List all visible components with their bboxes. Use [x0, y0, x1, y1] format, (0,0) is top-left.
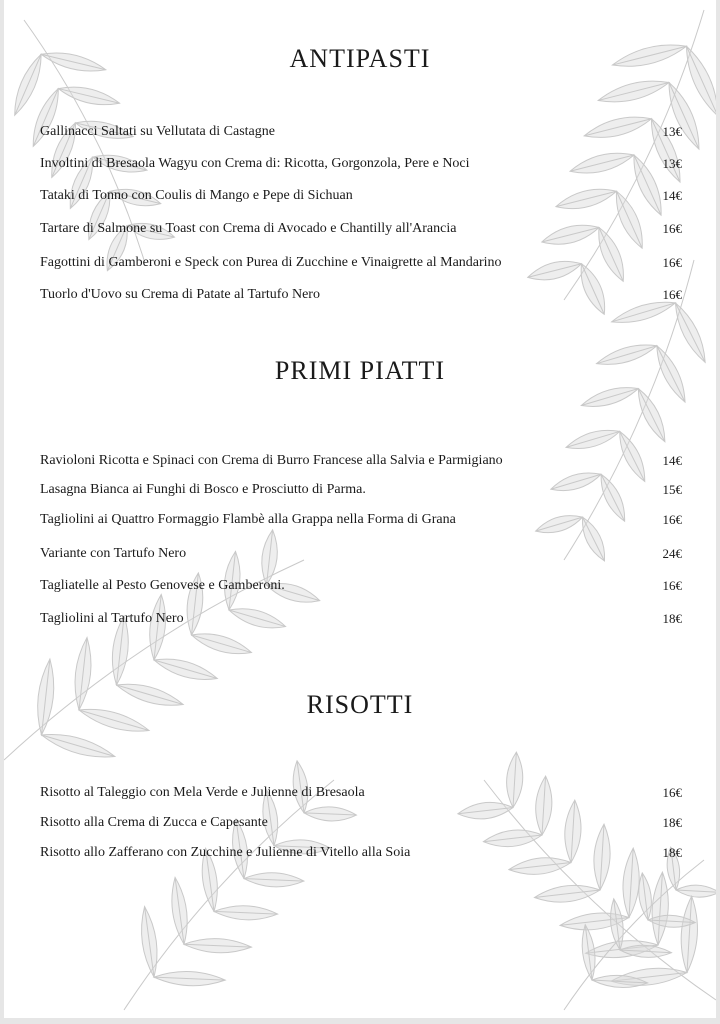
item-price: 18€ [662, 845, 682, 860]
item-price: 18€ [662, 815, 682, 830]
menu-page [4, 0, 716, 1018]
item-name: Risotto allo Zafferano con Zucchine e Julienne di Vitello alla Soia [40, 845, 411, 860]
item-price: 16€ [662, 255, 682, 270]
menu-item [40, 813, 682, 833]
menu-item [40, 285, 682, 305]
item-price: 13€ [662, 124, 682, 139]
item-price: 14€ [662, 188, 682, 203]
menu-item [40, 783, 682, 803]
item-name: Tartare di Salmone su Toast con Crema di Avocado e Chantilly all'Arancia [40, 221, 457, 236]
item-name: Tagliatelle al Pesto Genovese e Gamberoni. [40, 578, 285, 593]
item-name: Lasagna Bianca ai Funghi di Bosco e Prosciutto di Parma. [40, 482, 366, 497]
item-name: Tagliolini al Tartufo Nero [40, 611, 184, 626]
leaf-background-decoration [4, 0, 716, 1018]
item-price: 16€ [662, 221, 682, 236]
item-price: 16€ [662, 578, 682, 593]
menu-item [40, 843, 682, 863]
item-name: Ravioloni Ricotta e Spinaci con Crema di Burro Francese alla Salvia e Parmigiano [40, 453, 503, 468]
item-price: 16€ [662, 785, 682, 800]
item-name: Tagliolini ai Quattro Formaggio Flambè alla Grappa nella Forma di Grana [40, 512, 456, 527]
item-name: Fagottini di Gamberoni e Speck con Purea di Zucchine e Vinaigrette al Mandarino [40, 255, 502, 270]
item-price: 18€ [662, 611, 682, 626]
menu-item [40, 154, 682, 174]
item-name: Variante con Tartufo Nero [40, 546, 187, 561]
menu-item [40, 544, 682, 564]
item-name: Tuorlo d'Uovo su Crema di Patate al Tartufo Nero [40, 287, 320, 302]
menu-item [40, 219, 682, 239]
item-name: Gallinacci Saltati su Vellutata di Castagne [40, 124, 275, 139]
menu-item [40, 451, 682, 471]
section-title-antipasti: ANTIPASTI [289, 44, 431, 73]
menu-item [40, 609, 682, 629]
item-name: Involtini di Bresaola Wagyu con Crema di: Ricotta, Gorgonzola, Pere e Noci [40, 156, 470, 171]
item-name: Risotto alla Crema di Zucca e Capesante [40, 815, 268, 830]
item-price: 14€ [662, 453, 682, 468]
item-price: 16€ [662, 287, 682, 302]
menu-item [40, 186, 682, 206]
menu-item [40, 122, 682, 142]
menu-item [40, 253, 682, 273]
menu-item [40, 510, 682, 530]
item-price: 16€ [662, 512, 682, 527]
item-price: 13€ [662, 156, 682, 171]
item-name: Risotto al Taleggio con Mela Verde e Julienne di Bresaola [40, 785, 365, 800]
section-title-primi-piatti: PRIMI PIATTI [274, 356, 446, 385]
item-price: 24€ [662, 546, 682, 561]
item-price: 15€ [662, 482, 682, 497]
item-name: Tataki di Tonno con Coulis di Mango e Pepe di Sichuan [40, 188, 353, 203]
menu-item [40, 576, 682, 596]
menu-item [40, 480, 682, 500]
section-title-risotti: RISOTTI [306, 690, 414, 719]
